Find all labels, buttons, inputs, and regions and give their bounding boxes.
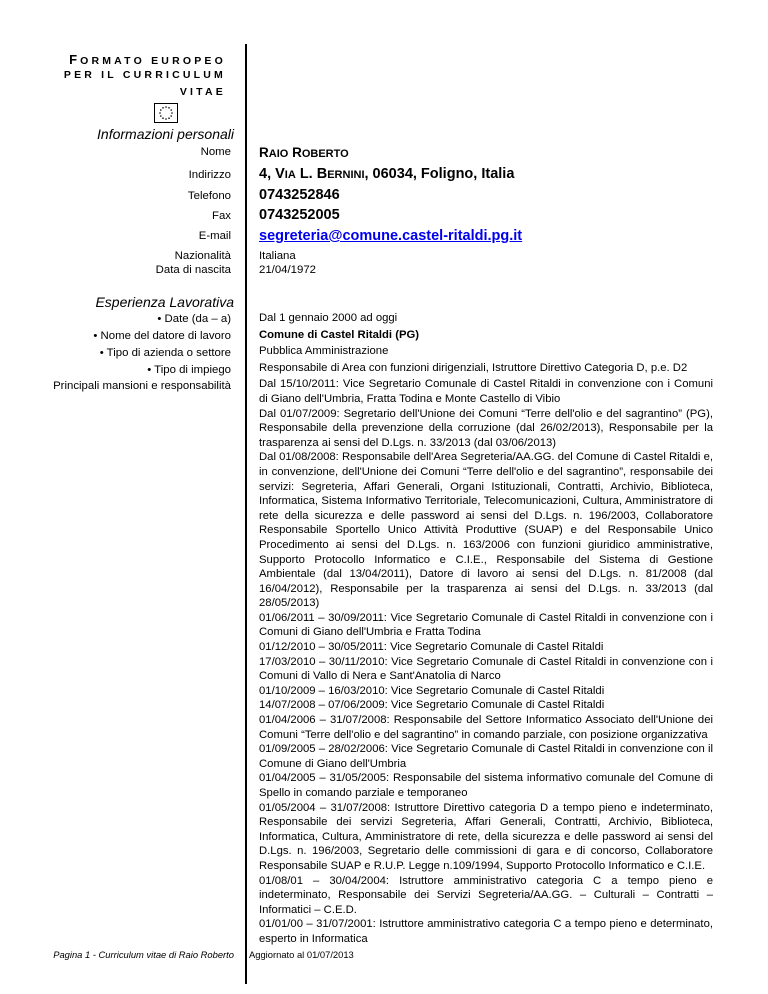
label-data-nascita: Data di nascita: [155, 264, 231, 276]
value-telefono: 0743252846: [259, 187, 340, 203]
label-employment: • Tipo di impiego: [147, 364, 231, 376]
section-title-experience: Esperienza Lavorativa: [95, 294, 234, 310]
header-line-1: FORMATO EUROPEO: [69, 52, 226, 67]
label-sector: • Tipo di azienda o settore: [99, 347, 231, 359]
experience-employer: Comune di Castel Ritaldi (PG): [259, 328, 420, 341]
experience-item: 01/06/2011 – 30/09/2011: Vice Segretario Comunale di Castel Ritaldi in convenzione con i Comuni di Giano dell'Umbria e Fratta Todina: [259, 611, 713, 639]
email-link[interactable]: segreteria@comune.castel-ritaldi.pg.it: [259, 228, 523, 244]
experience-item: 14/07/2008 – 07/06/2009: Vice Segretario Comunale di Castel Ritaldi: [259, 699, 605, 712]
header-line-2: PER IL CURRICULUM: [63, 69, 226, 81]
experience-item: 01/12/2010 – 30/05/2011: Vice Segretario Comunale di Castel Ritaldi: [259, 641, 604, 654]
header-line-3: VITAE: [179, 86, 226, 98]
experience-item: Dal 01/08/2008: Responsabile dell'Area Segreteria/AA.GG. del Comune di Castel Ritaldi e, in convenzione, dell'Unione dei Comuni “Terre dell'olio e del sagrantino”, responsabile dei servizi: Segreteria, Affari Generali, Organi Istituzionali, Contratti, Archivio, Biblioteca, Informatica, Sistema Informativo Territoriale, Telecomunicazioni, Cultura, Amministratore di rete della sicurezza e delle password ai sensi del D.Lgs. n. 196/2003, Collaboratore Responsabile Sportello Unico Attività Produttive (SUAP) e del Responsabile Unico Procedimento ai sensi del D.Lgs. n. 163/2006 con funzioni giuridico amministrative, Supporto Protocollo Informatico e C.I.E., Responsabile del Sistema di Gestione Ambientale (dal 13/04/2011), Datore di lavoro ai sensi del D.Lgs. n. 81/2008 (dal 16/04/2012), Responsabile per la trasparenza ai sensi del D.Lgs. n. 33/2013 (dal 28/05/2013): [259, 451, 713, 610]
footer-page-label: Pagina 1 - Curriculum vitae di Raio Roberto: [53, 949, 234, 960]
value-data-nascita: 21/04/1972: [259, 264, 317, 276]
section-title-personal: Informazioni personali: [97, 126, 234, 142]
value-nazionalita: Italiana: [259, 250, 296, 262]
experience-item: 01/04/2006 – 31/07/2008: Responsabile del Settore Informatico Associato dell'Unione dei Comuni “Terre dell'olio e del sagrantino” in comando parziale, con posizione organizzativa: [259, 714, 713, 741]
experience-item: 01/04/2005 – 31/05/2005: Responsabile del sistema informativo comunale del Comune di Spello in comando parziale e temporaneo: [259, 772, 713, 799]
experience-item: 01/09/2005 – 28/02/2006: Vice Segretario Comunale di Castel Ritaldi in convenzione con il Comune di Giano dell'Umbria: [259, 743, 713, 770]
column-divider: [245, 44, 247, 984]
label-nazionalita: Nazionalità: [174, 250, 231, 262]
label-telefono: Telefono: [187, 190, 231, 202]
value-nome: RAIO ROBERTO: [259, 145, 349, 160]
label-email: E-mail: [198, 230, 231, 242]
experience-employment: Responsabile di Area con funzioni dirigenziali, Istruttore Direttivo Categoria D, p.e. D2: [259, 361, 688, 374]
experience-item: 01/08/01 – 30/04/2004: Istruttore amministrativo categoria C a tempo pieno e indeterminato, Responsabile dei Servizi Segreteria/AA.GG. – Culturali – Contratti – Informatici – C.E.D.: [259, 874, 713, 916]
value-fax: 0743252005: [259, 207, 340, 223]
value-indirizzo: 4, VIA L. BERNINI, 06034, Foligno, Italia: [259, 166, 515, 182]
label-employer: • Nome del datore di lavoro: [93, 330, 231, 342]
experience-item: Dal 15/10/2011: Vice Segretario Comunale di Castel Ritaldi in convenzione con i Comuni di Giano dell'Umbria, Fratta Todina e Monte Castello di Vibio: [259, 378, 713, 405]
experience-sector: Pubblica Amministrazione: [259, 345, 389, 358]
label-fax: Fax: [212, 210, 231, 222]
experience-body: [259, 311, 713, 947]
footer-updated: Aggiornato al 01/07/2013: [249, 949, 354, 960]
label-nome: Nome: [200, 146, 231, 158]
experience-item: 01/10/2009 – 16/03/2010: Vice Segretario Comunale di Castel Ritaldi: [259, 684, 605, 697]
experience-item: 17/03/2010 – 30/11/2010: Vice Segretario Comunale di Castel Ritaldi in convenzione con i Comuni di Vallo di Nera e Sant'Anatolia di Narco: [259, 655, 713, 683]
experience-date: Dal 1 gennaio 2000 ad oggi: [259, 312, 398, 324]
label-duties: Principali mansioni e responsabilità: [53, 380, 231, 392]
label-indirizzo: Indirizzo: [188, 169, 231, 181]
experience-item: 01/01/00 – 31/07/2001: Istruttore amministrativo categoria C a tempo pieno e determinato, esperto in Informatica: [259, 918, 713, 945]
label-date: • Date (da – a): [157, 313, 231, 325]
experience-item: 01/05/2004 – 31/07/2008: Istruttore Direttivo categoria D a tempo pieno e indeterminato, Responsabile dei servizi Segreteria, Affari Generali, Contratti, Archivio, Biblioteca, Informatica, Cultura, Amministratore di rete, della sicurezza e delle password ai sensi del D.Lgs. n. 196/2003, Segretario delle commissioni di gara e di concorso, Collaboratore Responsabile SUAP e R.U.P. Legge n.109/1994, Supporto Protocollo Informatico e C.I.E.: [259, 801, 713, 872]
experience-item: Dal 01/07/2009: Segretario dell'Unione dei Comuni “Terre dell'olio e del sagrantino” (PG), Responsabile della prevenzione della corruzione (dal 26/02/2013), Responsabile per la trasparenza ai sensi del D.Lgs. n. 33/2013 (dal 03/06/2013): [259, 407, 713, 449]
eu-flag-icon: [154, 103, 178, 123]
